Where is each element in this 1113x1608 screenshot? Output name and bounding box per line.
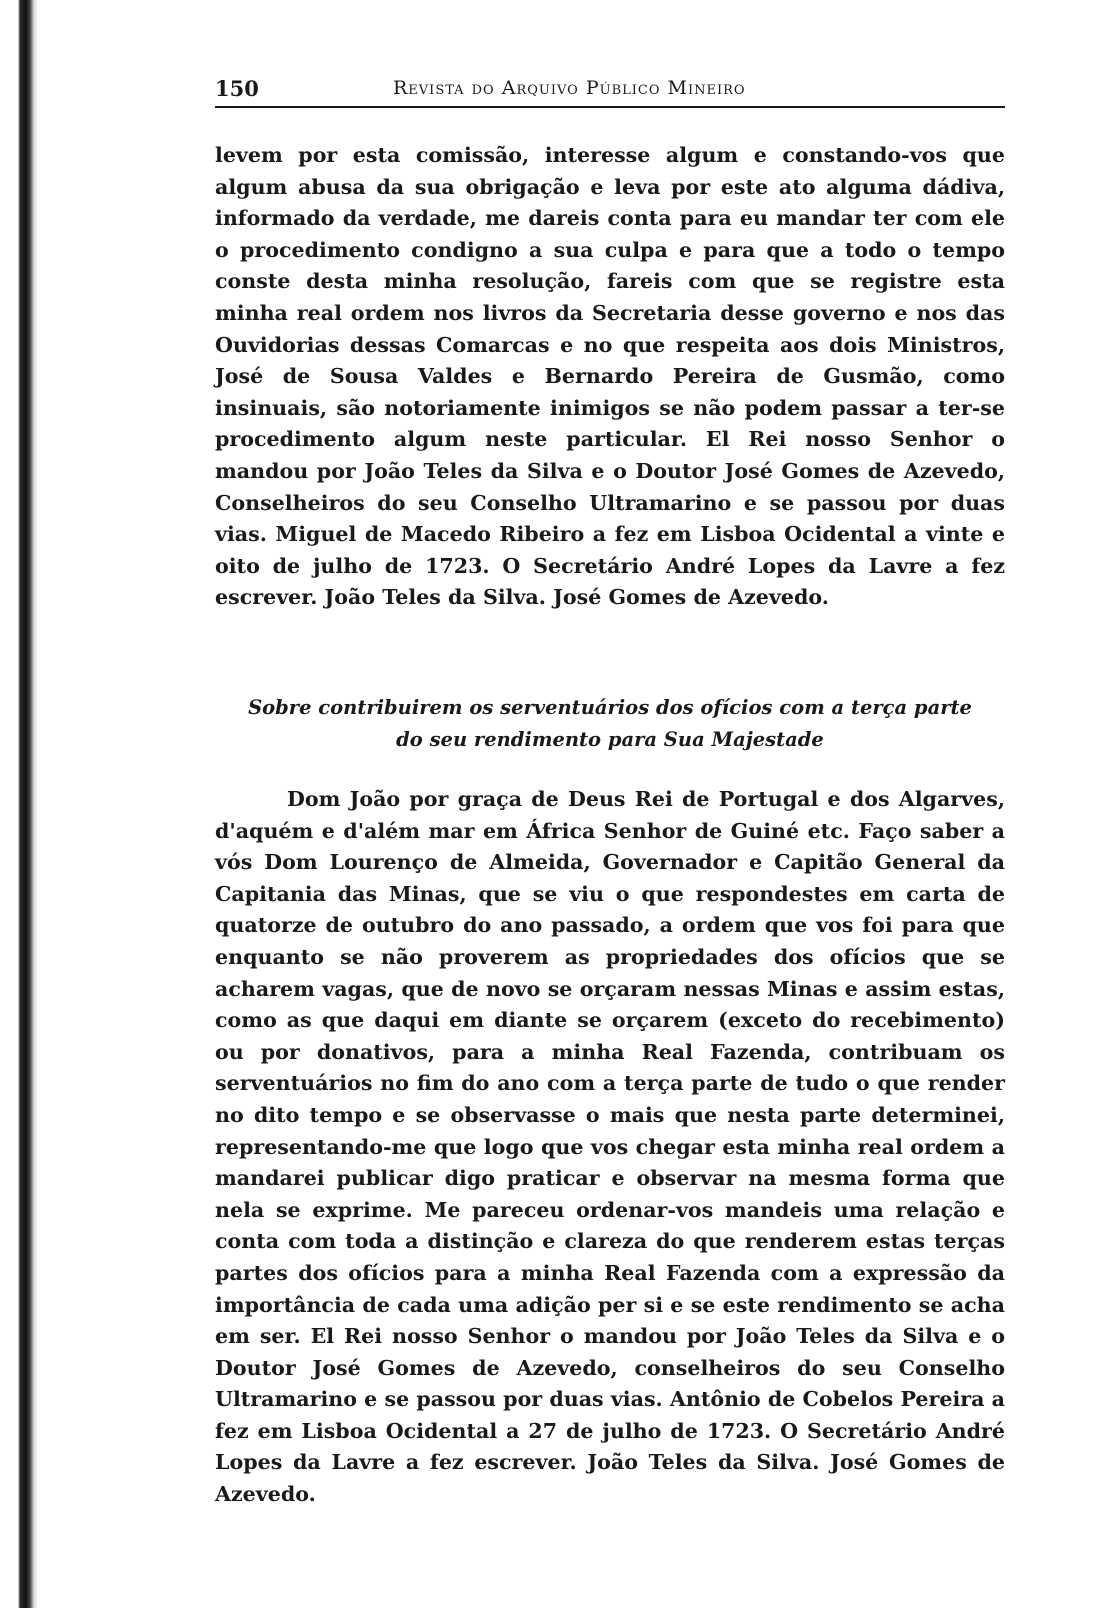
page-number: 150 [215, 76, 259, 101]
section-title-line-2: do seu rendimento para Sua Majestade [396, 728, 824, 751]
page-header [215, 72, 1005, 108]
paragraph-continued: levem por esta comissão, interesse algum e constando-vos que algum abusa da sua obrigação e leva por este ato alguma dádiva, informado da verdade, me dareis conta para eu mandar ter com ele o procedimento condigno a sua culpa e para que a todo o tempo conste desta minha resolução, fareis com que se registre esta minha real ordem nos livros da Secretaria desse governo e nos das Ouvidorias dessas Comarcas e no que respeita aos dois Ministros, José de Sousa Valdes e Bernardo Pereira de Gusmão, como insinuais, são notoriamente inimigos se não podem passar a ter-se procedimento algum neste particular. El Rei nosso Senhor o mandou por João Teles da Silva e o Doutor José Gomes de Azevedo, Conselheiros do seu Conselho Ultramarino e se passou por duas vias. Miguel de Macedo Ribeiro a fez em Lisboa Ocidental a vinte e oito de julho de 1723. O Secretário André Lopes da Lavre a fez escrever. João Teles da Silva. José Gomes de Azevedo. [215, 143, 1005, 610]
paragraph-decree: Dom João por graça de Deus Rei de Portugal e dos Algarves, d'aquém e d'além mar em África Senhor de Guiné etc. Faço saber a vós Dom Lourenço de Almeida, Governador e Capitão General da Capitania das Minas, que se viu o que respondestes em carta de quatorze de outubro do ano passado, a ordem que vos foi para que enquanto se não proverem as propriedades dos ofícios que se acharem vagas, que de novo se orçaram nessas Minas e assim estas, como as que daqui em diante se orçarem (exceto do recebimento) ou por donativos, para a minha Real Fazenda, contribuam os serventuários no fim do ano com a terça parte de tudo o que render no dito tempo e se observasse o mais que nesta parte determinei, representando-me que logo que vos chegar esta minha real ordem a mandarei publicar digo praticar e observar na mesma forma que nela se exprime. Me pareceu ordenar-vos mandeis uma relação e conta com toda a distinção e clareza do que renderem estas terças partes dos ofícios para a minha Real Fazenda com a expressão da importância de cada uma adição per si e se este rendimento se acha em ser. El Rei nosso Senhor o mandou por João Teles da Silva e o Doutor José Gomes de Azevedo, conselheiros do seu Conselho Ultramarino e se passou por duas vias. Antônio de Cobelos Pereira a fez em Lisboa Ocidental a 27 de julho de 1723. O Secretário André Lopes da Lavre a fez escrever. João Teles da Silva. José Gomes de Azevedo. [215, 787, 1005, 1507]
section-title-line-1: Sobre contribuirem os serventuários dos ofícios com a terça parte [248, 696, 972, 719]
book-spine-shadow [0, 0, 38, 1608]
running-head: Revista do Arquivo Público Mineiro [393, 77, 746, 99]
section-title [215, 692, 1005, 756]
